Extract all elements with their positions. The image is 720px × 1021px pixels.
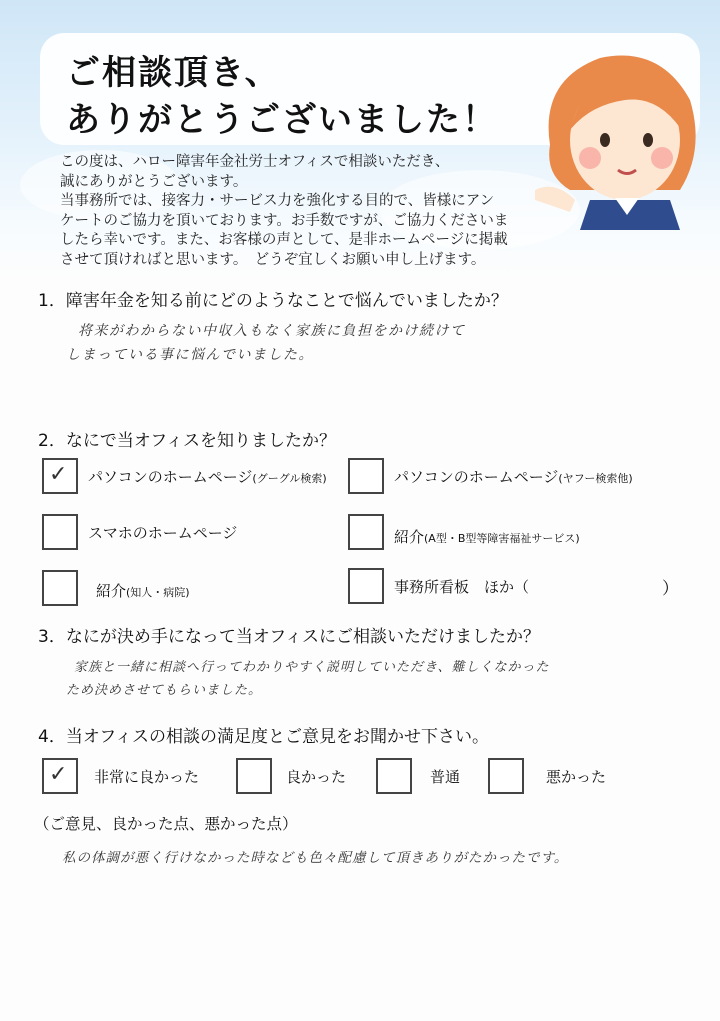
option-sub: (A型・B型等障害福祉サービス) <box>424 532 580 545</box>
title-line-1: ご相談頂き、 <box>66 53 281 93</box>
option-pc-google <box>88 466 327 487</box>
option-sub: (知人・病院) <box>126 586 190 599</box>
checkbox-pc-yahoo[interactable] <box>348 458 384 494</box>
comment-label: （ご意見、良かった点、悪かった点） <box>34 815 298 833</box>
answer-1-line-1: 将来がわからない中収入もなく家族に負担をかけ続けて <box>78 323 466 339</box>
checkbox-very-good[interactable] <box>42 758 78 794</box>
question-3: 3．なにが決め手になって当オフィスにご相談いただけましたか？ <box>38 627 540 647</box>
close-paren: ） <box>662 579 679 599</box>
intro-line: 当事務所では、接客力・サービス力を強化する目的で、皆様にアン <box>60 193 495 210</box>
option-good: 良かった <box>286 768 347 786</box>
intro-text <box>60 153 580 271</box>
option-normal: 普通 <box>430 768 461 786</box>
checkbox-normal[interactable] <box>376 758 412 794</box>
checkbox-signboard[interactable] <box>348 568 384 604</box>
question-2: 2．なにで当オフィスを知りましたか？ <box>38 431 336 451</box>
option-bad: 悪かった <box>546 768 607 786</box>
intro-line: 誠にありがとうございます。 <box>60 173 248 190</box>
question-4: 4．当オフィスの相談の満足度とご意見をお聞かせ下さい。 <box>38 727 489 747</box>
option-smartphone <box>88 522 237 543</box>
check-mark-icon: ✓ <box>49 462 68 487</box>
intro-line: この度は、ハロー障害年金社労士オフィスで相談いただき、 <box>60 154 450 170</box>
option-label: 紹介 <box>96 582 127 600</box>
option-label: スマホのホームページ <box>88 524 238 542</box>
option-sub: (グーグル検索) <box>252 472 327 485</box>
option-label: パソコンのホームページ <box>394 468 559 486</box>
intro-line: させて頂ければと思います。 どうぞ宜しくお願い申し上げます。 <box>60 251 486 268</box>
option-referral-service <box>394 526 580 547</box>
option-label: 事務所看板 ほか（ <box>394 578 530 596</box>
checkbox-bad[interactable] <box>488 758 524 794</box>
title-line-2: ありがとうございました！ <box>66 100 498 140</box>
comment-answer: 私の体調が悪く行けなかった時なども色々配慮して頂きありがたかったです。 <box>62 850 569 866</box>
option-sub: (ヤフー検索他) <box>558 472 633 485</box>
answer-3-line-2: ため決めさせてもらいました。 <box>66 683 263 698</box>
question-1: 1．障害年金を知る前にどのようなことで悩んでいましたか？ <box>38 291 508 311</box>
checkbox-referral-service[interactable] <box>348 514 384 550</box>
checkbox-pc-google[interactable] <box>42 458 78 494</box>
option-signboard <box>394 576 529 597</box>
answer-1-line-2: しまっている事に悩んでいました。 <box>66 347 314 363</box>
option-label: パソコンのホームページ <box>88 468 253 486</box>
checkbox-good[interactable] <box>236 758 272 794</box>
intro-line: ケートのご協力を頂いております。お手数ですが、ご協力くださいま <box>60 212 509 229</box>
checkbox-smartphone[interactable] <box>42 514 78 550</box>
option-label: 紹介 <box>394 528 425 546</box>
check-mark-icon: ✓ <box>49 762 68 787</box>
option-referral-acquaintance <box>96 580 190 601</box>
intro-line: したら幸いです。また、お客様の声として、是非ホームページに掲載 <box>60 232 508 249</box>
answer-3-line-1: 家族と一緒に相談へ行ってわかりやすく説明していただき、難しくなかった <box>74 660 550 675</box>
option-pc-yahoo <box>394 466 633 487</box>
checkbox-referral-acquaintance[interactable] <box>42 570 78 606</box>
option-very-good: 非常に良かった <box>94 768 200 786</box>
